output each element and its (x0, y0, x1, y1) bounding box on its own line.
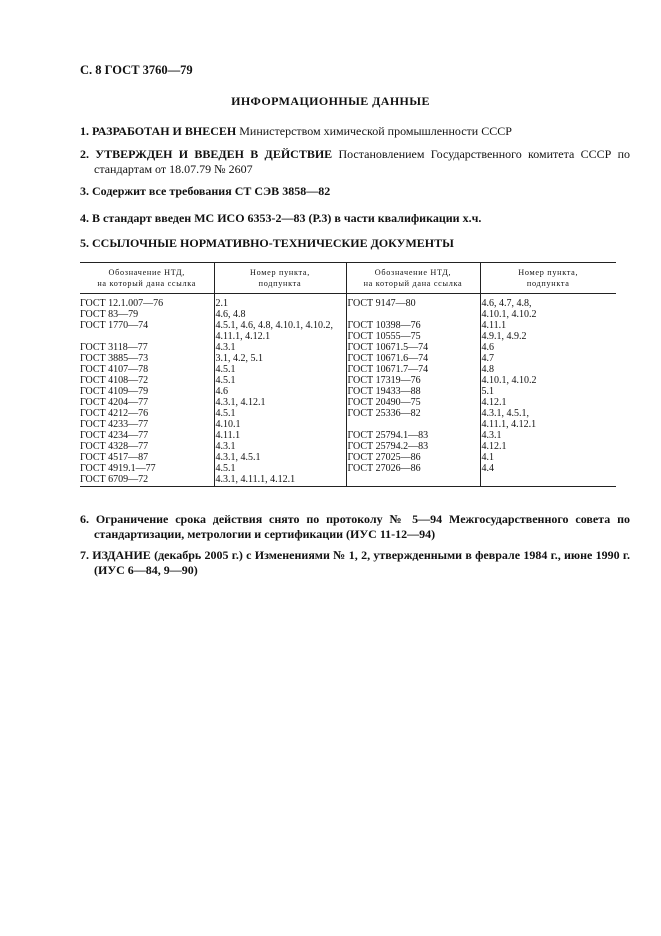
table-cell: ГОСТ 10671.5—74 (346, 342, 480, 353)
table-cell: 4.12.1 (480, 397, 616, 408)
table-cell (346, 474, 480, 487)
table-cell: 4.3.1 (214, 441, 346, 452)
table-cell: 5.1 (480, 386, 616, 397)
info-item-5 (80, 236, 616, 251)
table-row (80, 386, 616, 397)
table-body (80, 294, 616, 487)
table-cell: 4.3.1, 4.5.1, (480, 408, 616, 419)
table-cell (80, 331, 214, 342)
table-cell: ГОСТ 4919.1—77 (80, 463, 156, 474)
table-row (80, 397, 616, 408)
table-row (80, 463, 616, 474)
table-cell: ГОСТ 1770—74 (80, 320, 149, 331)
table-cell: 4.4 (480, 463, 616, 474)
info-item-3 (80, 184, 616, 199)
table-row (80, 320, 616, 331)
table-row (80, 419, 616, 430)
info-item-4 (80, 211, 616, 226)
table-row (80, 408, 616, 419)
item-4-lead: 4. В стандарт введен МС ИСО 6353-2—83 (Р.3) в части квалификации х.ч. (80, 211, 482, 225)
table-cell: ГОСТ 27026—86 (346, 463, 480, 474)
table-row (80, 430, 616, 441)
table-cell: ГОСТ 19433—88 (346, 386, 480, 397)
page-header: С. 8 ГОСТ 3760—79 (80, 63, 193, 77)
table-cell: 4.3.1, 4.5.1 (214, 452, 346, 463)
table-cell: 4.5.1 (214, 375, 346, 386)
header-doc-designation-2: Обозначение НТД, на который дана ссылка (346, 263, 480, 294)
table-cell: 4.6, 4.7, 4.8, (480, 294, 616, 310)
info-item-1 (80, 124, 616, 139)
section-title: ИНФОРМАЦИОННЫЕ ДАННЫЕ (231, 94, 430, 108)
table-cell: ГОСТ 25336—82 (346, 408, 480, 419)
table-cell (480, 474, 616, 487)
table-cell: 4.11.1, 4.12.1 (480, 419, 616, 430)
table-cell: 4.3.1 (214, 342, 346, 353)
table-cell: ГОСТ 83—79 (80, 309, 139, 320)
table-cell: ГОСТ 6709—72 (80, 474, 214, 487)
table-row (80, 309, 616, 320)
header-item-number-2: Номер пункта, подпункта (480, 263, 616, 294)
info-item-7 (80, 548, 630, 578)
table-cell: 4.6 (480, 342, 616, 353)
item-2-lead: 2. УТВЕРЖДЕН И ВВЕДЕН В ДЕЙСТВИЕ (80, 147, 333, 161)
table-cell: ГОСТ 27025—86 (346, 452, 480, 463)
table-row (80, 474, 616, 487)
table-row (80, 441, 616, 452)
table-cell: 4.5.1 (214, 408, 346, 419)
item-1-lead: 1. РАЗРАБОТАН И ВНЕСЕН (80, 124, 237, 138)
table-cell: ГОСТ 10671.6—74 (346, 353, 480, 364)
table-cell: ГОСТ 4328—77 (80, 441, 149, 452)
item-6-lead: 6. Ограничение срока действия снято по протоколу № 5—94 Межгосударственного совета по стандартизации, метрологии и сертификации (ИУС 11-12—94) (80, 512, 630, 541)
item-5-lead: 5. ССЫЛОЧНЫЕ НОРМАТИВНО-ТЕХНИЧЕСКИЕ ДОКУМЕНТЫ (80, 236, 454, 250)
table-row (80, 364, 616, 375)
table-header-row (80, 263, 616, 294)
table-cell: 4.6, 4.8 (214, 309, 346, 320)
table-cell: ГОСТ 3118—77 (80, 342, 148, 353)
reference-documents-table (80, 262, 616, 487)
info-item-2 (80, 147, 630, 177)
item-7-lead: 7. ИЗДАНИЕ (декабрь 2005 г.) с Изменениями № 1, 2, утвержденными в феврале 1984 г., июне 1990 г. (ИУС 6—84, 9—90) (80, 548, 630, 577)
table-cell: 4.5.1 (214, 463, 346, 474)
table-cell: 4.10.1, 4.10.2 (480, 375, 616, 386)
table-cell: ГОСТ 10398—76 (346, 320, 480, 331)
table-cell: 4.6 (214, 386, 346, 397)
table-cell: ГОСТ 20490—75 (346, 397, 480, 408)
info-item-6 (80, 512, 630, 542)
table-row (80, 375, 616, 386)
table-cell (346, 419, 480, 430)
header-item-number: Номер пункта, подпункта (214, 263, 346, 294)
table-cell: ГОСТ 10671.7—74 (346, 364, 480, 375)
table-cell: ГОСТ 3885—73 (80, 353, 149, 364)
table-cell: ГОСТ 17319—76 (346, 375, 480, 386)
table-cell: ГОСТ 9147—80 (346, 294, 480, 310)
table-cell: 4.9.1, 4.9.2 (480, 331, 616, 342)
item-3-lead: 3. Содержит все требования СТ СЭВ 3858—82 (80, 184, 331, 198)
table-cell: 2.1 (214, 294, 346, 310)
table-row (80, 342, 616, 353)
table-cell: 4.3.1, 4.12.1 (214, 397, 346, 408)
table-cell: ГОСТ 25794.2—83 (346, 441, 480, 452)
table-cell: ГОСТ 4109—79 (80, 386, 149, 397)
table-row (80, 331, 616, 342)
table-cell: 4.12.1 (480, 441, 616, 452)
table-cell: 4.3.1, 4.11.1, 4.12.1 (214, 474, 346, 487)
table-cell: 4.10.1, 4.10.2 (480, 309, 616, 320)
table-cell: 4.10.1 (214, 419, 346, 430)
item-1-text: Министерством химической промышленности СССР (236, 124, 512, 138)
table-cell: 4.7 (480, 353, 616, 364)
table-cell: ГОСТ 4234—77 (80, 430, 149, 441)
table-cell (346, 309, 480, 320)
table-cell: 4.1 (480, 452, 616, 463)
table-cell: 4.5.1 (214, 364, 346, 375)
table-cell: 4.5.1, 4.6, 4.8, 4.10.1, 4.10.2, (214, 320, 346, 331)
table-cell: 4.11.1, 4.12.1 (214, 331, 346, 342)
table-cell: 4.11.1 (214, 430, 346, 441)
item-2-text: Постановлением Государственного комитета СССР по стандартам от 18.07.79 № 2607 (94, 147, 631, 176)
table-row (80, 294, 616, 310)
table-cell: ГОСТ 4212—76 (80, 408, 149, 419)
table-cell: ГОСТ 10555—75 (346, 331, 480, 342)
table-cell: 4.11.1 (480, 320, 616, 331)
table-cell: ГОСТ 4108—72 (80, 375, 149, 386)
table-cell: ГОСТ 4204—77 (80, 397, 149, 408)
table-cell: ГОСТ 4233—77 (80, 419, 149, 430)
table-cell: 4.8 (480, 364, 616, 375)
table-cell: ГОСТ 4517—87 (80, 452, 149, 463)
table-cell: ГОСТ 25794.1—83 (346, 430, 480, 441)
table-row (80, 452, 616, 463)
table-cell: ГОСТ 12.1.007—76 (80, 298, 164, 309)
table-row (80, 353, 616, 364)
table-cell: ГОСТ 4107—78 (80, 364, 149, 375)
table-cell: 4.3.1 (480, 430, 616, 441)
table-cell: 3.1, 4.2, 5.1 (214, 353, 346, 364)
header-doc-designation: Обозначение НТД, на который дана ссылка (80, 263, 214, 294)
